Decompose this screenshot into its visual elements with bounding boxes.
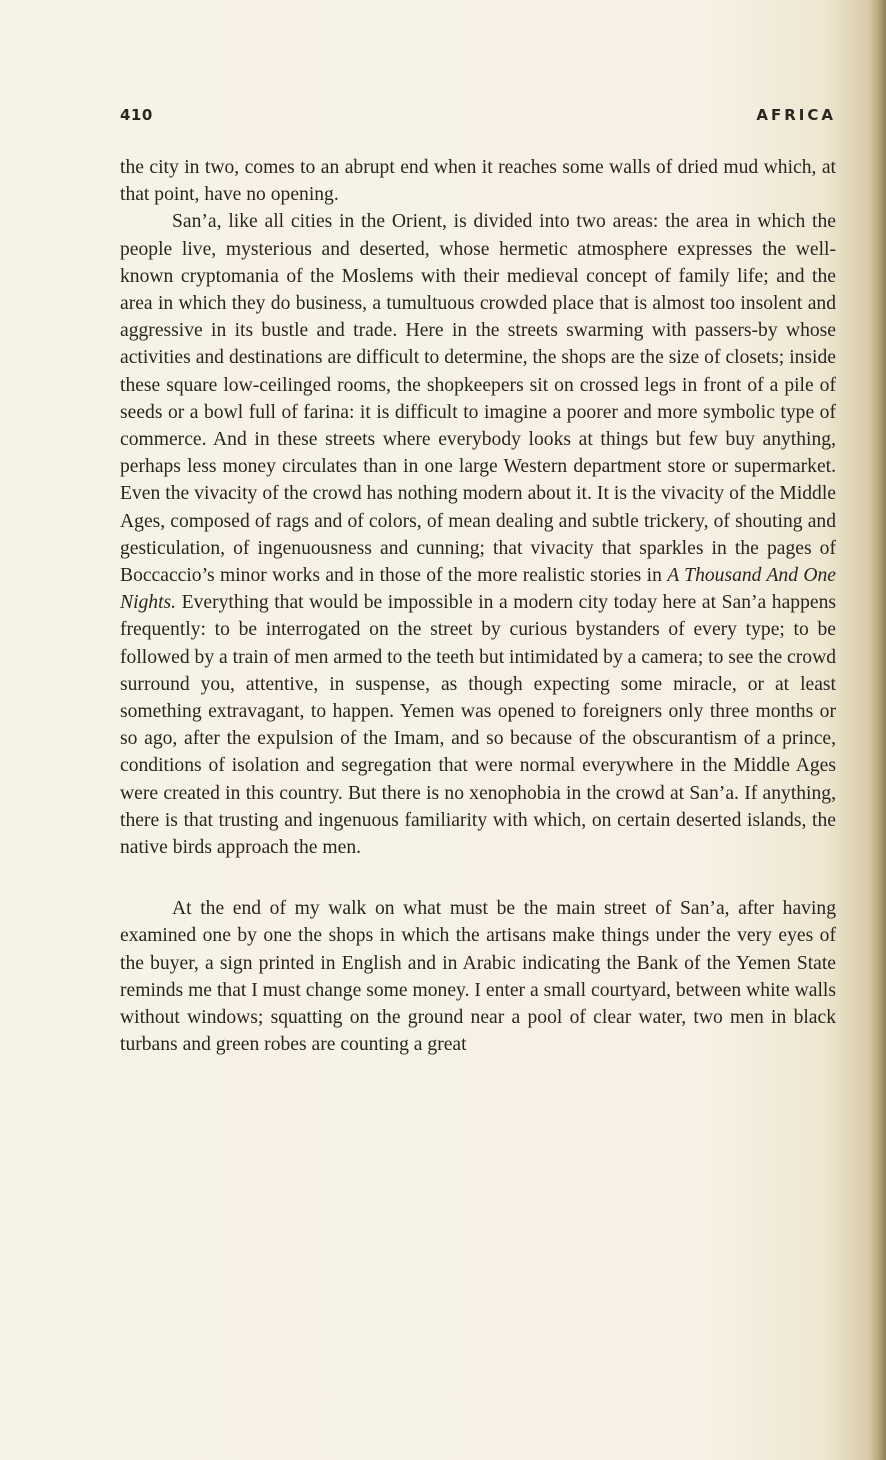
paragraph-1-text: the city in two, comes to an abrupt end when it reaches some walls of dried mud which, at that point, have no opening. [120,157,836,206]
paragraph-continued [120,154,836,208]
section-break [120,861,836,895]
paragraph-2-text-b: Everything that would be impossible in a modern city today here at San’a happens frequently: to be interrogated on the street by curious bystanders of every type; to be followed by a train of men armed to the teeth but intimidated by a camera; to see the crowd surround you, attentive, in suspense, as though expecting some miracle, or at least something extravagant, to happen. Yemen was opened to foreigners only three months or so ago, after the expulsion of the Imam, and so because of the obscurantism of a prince, conditions of isolation and segregation that were normal everywhere in the Middle Ages were created in this country. But there is no xenophobia in the crowd at San’a. If anything, there is that trusting and ingenuous familiarity with which, on certain deserted islands, the native birds approach the men. [120,592,837,859]
book-title-italic: A Thousand And One Nights. [120,565,836,614]
paragraph-2-text-a: San’a, like all cities in the Orient, is divided into two areas: the area in which the people live, mysterious and deserted, whose hermetic atmosphere expresses the well-known cryptomania of the Moslems with their medieval concept of family life; and the area in which they do business, a tumultuous crowded place that is almost too insolent and aggressive in its bustle and trade. Here in the streets swarming with passers-by whose activities and destinations are difficult to determine, the shops are the size of closets; inside these square low-ceilinged rooms, the shopkeepers sit on crossed legs in front of a pile of seeds or a bowl full of farina: it is difficult to imagine a poorer and more symbolic type of commerce. And in these streets where everybody looks at things but few buy anything, perhaps less money circulates than in one large Western department store or supermarket. Even the vivacity of the crowd has nothing modern about it. It is the vivacity of the Middle Ages, composed of rags and of colors, of mean dealing and subtle trickery, of shouting and gesticulation, of ingenuousness and cunning; that vivacity that sparkles in the pages of Boccaccio’s minor works and in those of the more realistic stories in [120,211,836,587]
paragraph-3-text: At the end of my walk on what must be the main street of San’a, after having examined one by one the shops in which the artisans make things under the very eyes of the buyer, a sign printed in English and in Arabic indicating the Bank of the Yemen State reminds me that I must change some money. I enter a small courtyard, between white walls without windows; squatting on the ground near a pool of clear water, two men in black turbans and green robes are counting a great [120,898,836,1056]
paragraph-sana-areas [120,208,836,861]
page-number: 410 [120,106,153,124]
running-head [120,106,836,130]
body-text [120,154,836,1059]
paragraph-bank-visit [120,895,836,1058]
chapter-title: AFRICA [756,106,836,124]
page-binding-shadow [868,0,886,1460]
